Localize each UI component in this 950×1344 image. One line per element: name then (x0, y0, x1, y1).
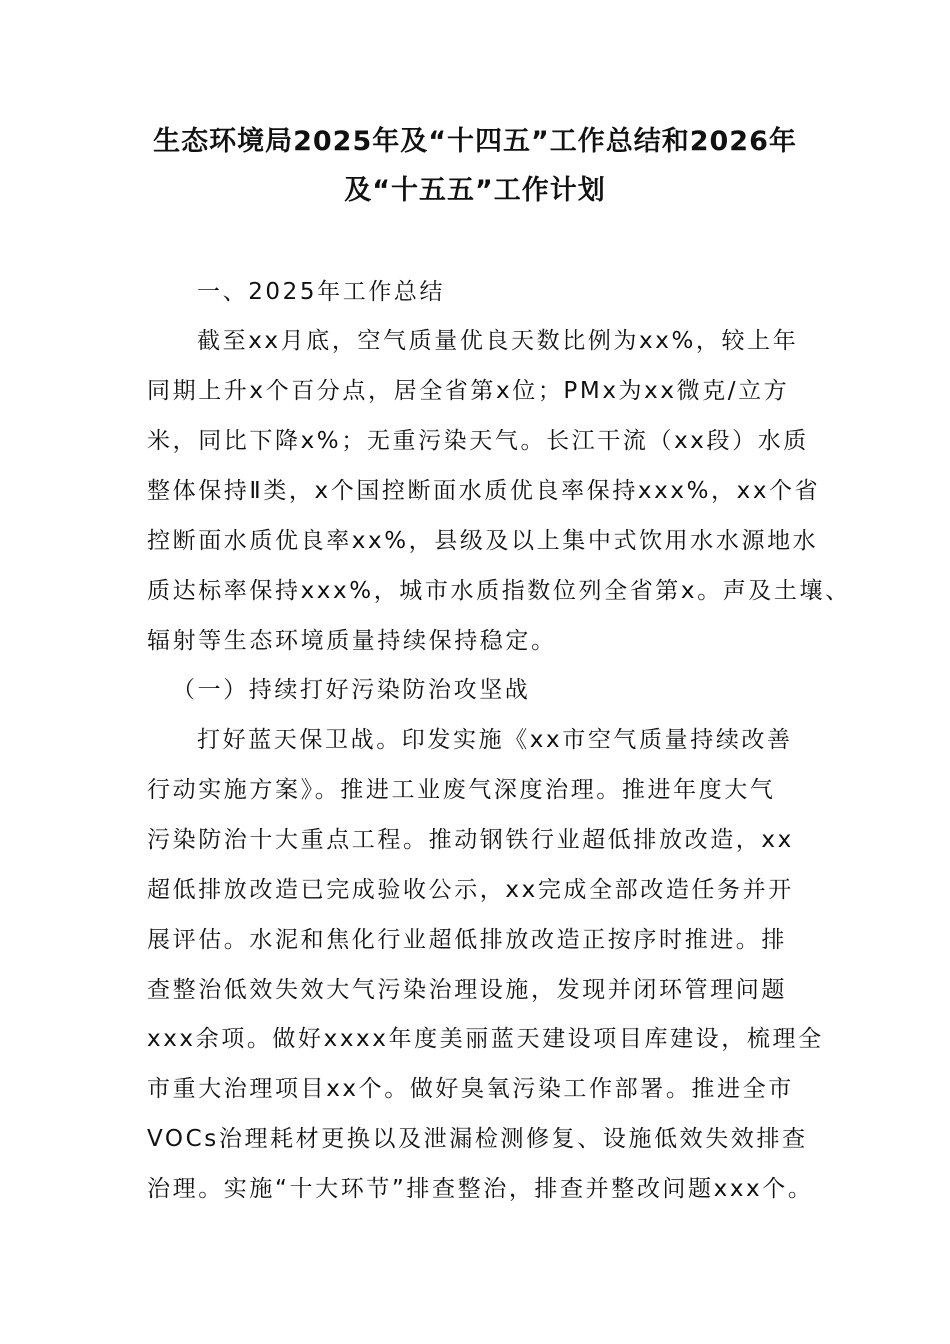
paragraph-line: 同期上升x个百分点，居全省第x位；PMx为xx微克/立方 (147, 378, 790, 404)
paragraph-line: 整体保持Ⅱ类，x个国控断面水质优良率保持xxx%，xx个省 (147, 478, 821, 504)
paragraph-line: 市重大治理项目xx个。做好臭氧污染工作部署。推进全市 (147, 1076, 794, 1102)
document-title-line-1: 生态环境局2025年及“十四五”工作总结和2026年 (153, 126, 797, 157)
paragraph-line: 超低排放改造已完成验收公示，xx完成全部改造任务并开 (147, 877, 794, 903)
paragraph-line: 查整治低效失效大气污染治理设施，发现并闭环管理问题 (147, 977, 787, 1003)
paragraph-line: 控断面水质优良率xx%，县级及以上集中式饮用水水源地水 (147, 528, 819, 554)
subsection-heading: （一）持续打好污染防治攻坚战 (172, 677, 531, 703)
paragraph-line: 打好蓝天保卫战。印发实施《xx市空气质量持续改善 (197, 727, 793, 753)
paragraph-line: 辐射等生态环境质量持续保持稳定。 (147, 628, 557, 654)
paragraph-line: 截至xx月底，空气质量优良天数比例为xx%，较上年 (197, 328, 799, 354)
document-title-line-2: 及“十五五”工作计划 (344, 175, 606, 206)
paragraph-line: xxx余项。做好xxxx年度美丽蓝天建设项目库建设，梳理全 (147, 1026, 824, 1052)
paragraph-line: 行动实施方案》。推进工业废气深度治理。推进年度大气 (147, 777, 776, 803)
paragraph-line: 质达标率保持xxx%，城市水质指数位列全省第x。声及土壤、 (147, 578, 851, 604)
paragraph-line: 展评估。水泥和焦化行业超低排放改造正按序时推进。排 (147, 927, 787, 953)
paragraph-line: VOCs治理耗材更换以及泄漏检测修复、设施低效失效排查 (147, 1126, 808, 1152)
paragraph-line: 治理。实施“十大环节”排查整治，排查并整改问题xxx个。 (147, 1176, 814, 1202)
paragraph-line: 污染防治十大重点工程。推动钢铁行业超低排放改造，xx (147, 827, 794, 853)
paragraph-line: 米，同比下降x%；无重污染天气。长江干流（xx段）水质 (147, 428, 809, 454)
section-heading: 一、2025年工作总结 (197, 279, 446, 305)
